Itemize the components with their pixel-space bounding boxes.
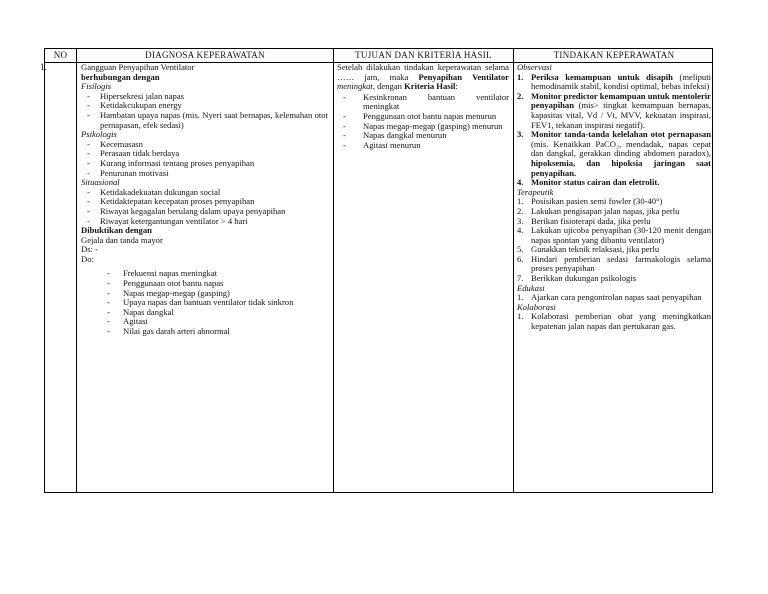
tujuan-outcome: Penyapihan Ventilator [418, 71, 509, 82]
list-item: - Napas dangkal [81, 308, 328, 318]
tindakan-cell [517, 63, 711, 332]
list-item: - Frekuensi napas meningkat [81, 269, 328, 279]
list-item: - Upaya napas dan bantuan ventilator tidak sinkron [81, 298, 328, 308]
list-item: - Napas megap-megap (gasping) [81, 289, 328, 299]
list-item: - Kecemasasn [81, 140, 328, 150]
tujuan-intro [337, 63, 509, 92]
care-plan-table [40, 48, 713, 493]
list-item: - Kesinkronan bantuan ventilator meningkat [337, 93, 509, 112]
situasional-label: Situasional [81, 177, 120, 188]
edukasi-label: Edukasi [517, 282, 545, 293]
list-item: - Napas megap-megap (gasping) menurun [337, 122, 509, 132]
item-number: 4. [517, 225, 524, 236]
list-item: - Kurang informasi tentang proses penyapihan [81, 159, 328, 169]
item-number: 1. [517, 311, 524, 322]
gejala-label: Gejala dan tanda mayor [81, 234, 163, 245]
header-diagnosa: DIAGNOSA KEPERAWATAN [145, 50, 265, 60]
item-text: Gunakkan teknik relaksasi, jika perlu [531, 244, 660, 255]
item-text: Berikan fisioterapi dada, jika perlu [531, 215, 651, 226]
header-tujuan: TUJUAN DAN KRITERIA HASIL [355, 50, 492, 60]
list-item: - Penggunaan otot bantu napas menurun [337, 112, 509, 122]
item-text: Lakukan pengisapan jalan napas, jika perlu [531, 205, 680, 216]
item-bold: Monitor status cairan dan eletrolit. [531, 177, 660, 188]
list-item: - Penggunaan otot bantu napas [81, 279, 328, 289]
list-item: - Riwayat kegagalan berulang dalam upaya penyapihan [81, 207, 328, 217]
item-text: (mis. Kenaikkan PaCO₂, mendadak, napas cepat dan dangkal, gerakkan dinding abdomen paradox), [531, 138, 711, 159]
list-item [517, 130, 711, 178]
tujuan-intro-text: Setelah dilakukan tindakan keperawatan selama …… jam, maka [337, 62, 509, 82]
item-text: Hindari pemberian sedasi farmakologis selama proses penyapihan [531, 253, 711, 274]
item-number: 2. [517, 90, 524, 101]
header-tindakan: TINDAKAN KEPERAWATAN [553, 50, 675, 60]
fisiologis-label: Fisilogis [81, 81, 112, 92]
item-number: 1. [517, 71, 524, 82]
list-item [517, 274, 711, 284]
item-text: (mis> tingkat kemampuan bernapas, kapasitas vital, Vd / Vt, MVV, kekuatan inspirasi, FEV1, tekanan inspirasi negatif). [531, 100, 711, 130]
list-item [517, 178, 711, 188]
tujuan-cell [337, 63, 509, 150]
diagnosa-cell [40, 62, 328, 337]
list-item: - Perasaan tidak berdaya [81, 149, 328, 159]
dibuktikan-label: Dibuktikan dengan [81, 225, 152, 236]
column-divider [76, 49, 77, 492]
item-number: 3. [517, 129, 524, 140]
list-item [517, 73, 711, 92]
row-number: 1. [40, 62, 47, 72]
item-bold: Monitor tanda-tanda kelelahan otot pernapasan [531, 129, 711, 140]
list-item [517, 293, 711, 303]
item-text: Lakukan ujicoba penyapihan (30-120 menit dengan napas spontan yang dibantu ventilator) [531, 225, 711, 245]
diagnosa-title: Gangguan Penyapihan Ventilator [81, 62, 195, 72]
kriteria-label: Kriteria Hasil [404, 81, 456, 92]
list-item: - Hambatan upaya napas (mis. Nyeri saat bernapas, kelemahan otot pernapasan, efek sedasi) [81, 111, 328, 130]
item-text: Berikkan dukungan psikologis [531, 273, 637, 284]
list-item: - Ketidakadekuatan dukungan social [81, 188, 328, 198]
item-number: 1. [517, 196, 524, 207]
header-no: NO [53, 50, 68, 60]
item-bold: Periksa kemampuan untuk disapih [531, 71, 673, 82]
column-divider [333, 49, 334, 492]
item-bold: Monitor predictor kemampuan untuk mentolerir penyapihan [531, 90, 711, 111]
list-item: - Napas dangkal menurun [337, 131, 509, 141]
terapeutik-label: Terapeutik [517, 186, 554, 197]
list-item: - Hipersekresi jalan napas [81, 92, 328, 102]
list-item: - Riwayat ketergantungan ventilator > 4 hari [81, 217, 328, 227]
list-item: - Ketidaktepatan kecepatan proses penyapihan [81, 197, 328, 207]
item-number: 5. [517, 244, 524, 255]
item-number: 1. [517, 292, 524, 303]
list-item: - Ketidakcukupan energy [81, 101, 328, 111]
psikologis-label: Psikologis [81, 129, 117, 140]
kolaborasi-label: Kolaborasi [517, 301, 556, 312]
ds-label: Ds: - [81, 244, 98, 255]
tujuan-intro-tail: , dengan [372, 81, 402, 92]
list-item [517, 92, 711, 130]
item-number: 7. [517, 273, 524, 284]
item-number: 4. [517, 177, 524, 188]
list-item: - Agitasi menurun [337, 141, 509, 151]
item-text: Ajarkan cara pengontrolan napas saat penyapihan [531, 292, 702, 303]
list-item: - Agitasi [81, 317, 328, 327]
list-item [517, 255, 711, 274]
list-item: - Penurunan motivasi [81, 169, 328, 179]
item-number: 3. [517, 215, 524, 226]
item-bold: hipoksemia, dan hipoksia jaringan saat penyapihan. [531, 157, 711, 178]
item-number: 2. [517, 205, 524, 216]
observasi-label: Observasi [517, 62, 552, 72]
item-number: 6. [517, 253, 524, 264]
list-item: - Nilai gas darah arteri abnormal [81, 327, 328, 337]
berhubungan-label: berhubungan dengan [81, 71, 160, 82]
column-divider [513, 49, 514, 492]
item-text: Kolaborasi pemberian obat yang meningkatkan kepatenan jalan napas dan pertukaran gas. [531, 311, 711, 332]
do-label: Do: [81, 253, 94, 264]
kriteria-colon: : [455, 81, 458, 92]
item-text: (meliputi hemodinamik stabil, kondisi optimal, bebas infeksi) [531, 71, 711, 92]
list-item [517, 226, 711, 245]
tujuan-outcome-status: meningkat [337, 81, 373, 92]
list-item [517, 312, 711, 331]
item-text: Posisikan pasien semi fowler (30-40°) [531, 196, 663, 207]
